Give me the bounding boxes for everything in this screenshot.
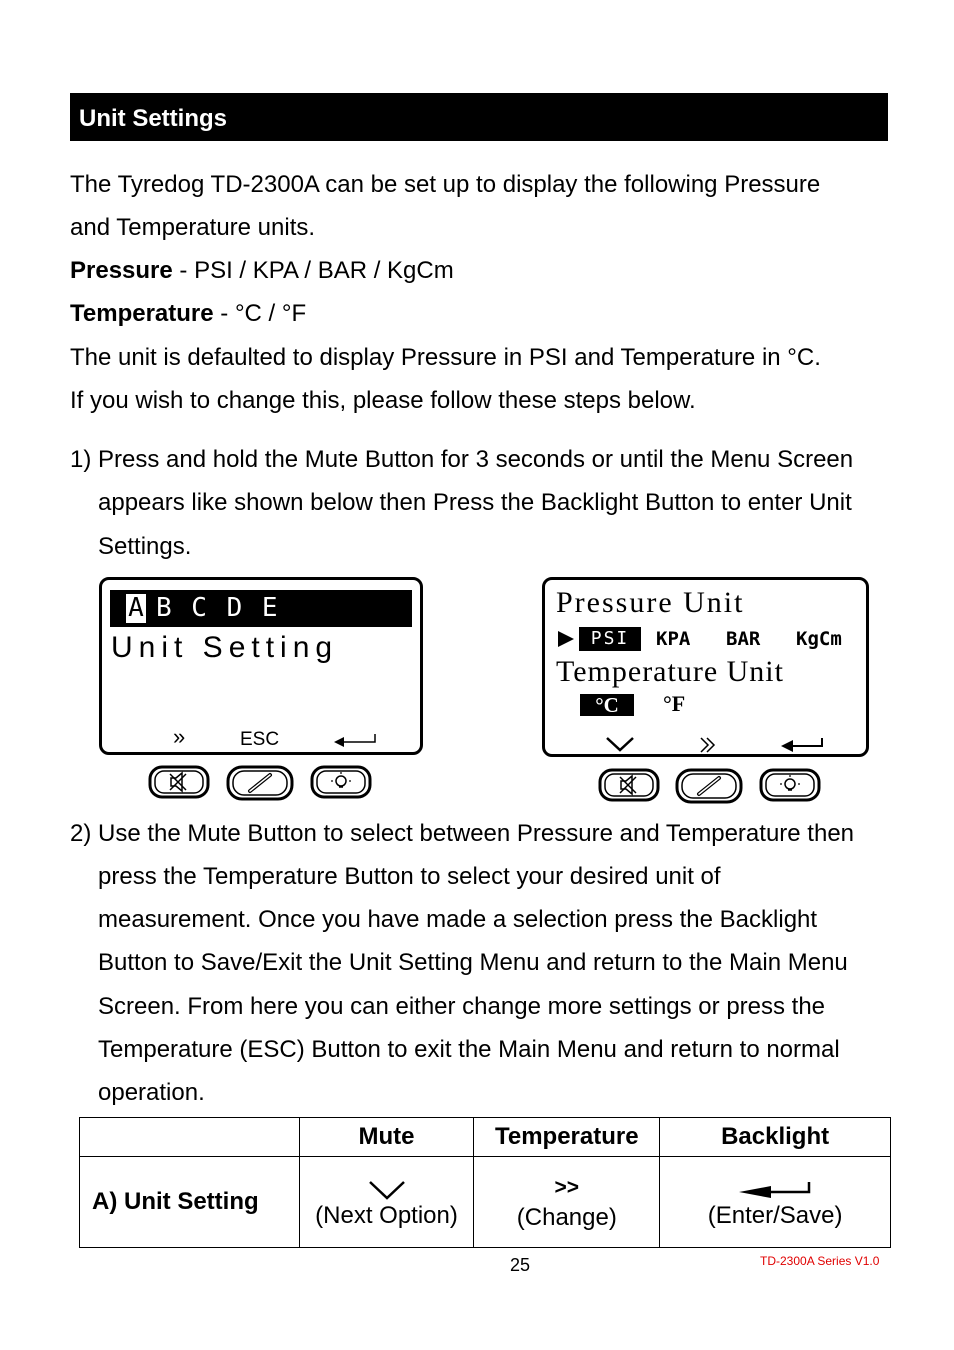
pressure-units: - PSI / KPA / BAR / KgCm: [172, 257, 454, 284]
backlight-button-icon: [310, 765, 372, 799]
temperature-button-icon: [226, 765, 294, 801]
selector-arrow-icon: [557, 630, 575, 648]
pressure-units-line: [70, 257, 454, 285]
table-header-temperature: Temperature: [474, 1118, 660, 1157]
temperature-units: - °C / °F: [213, 300, 307, 327]
section-title: Unit Settings: [79, 105, 227, 132]
enter-arrow-icon: [779, 736, 825, 756]
temperature-option-c: °C: [580, 694, 634, 716]
backlight-cell: [660, 1157, 891, 1248]
step2-line-3: measurement. Once you have made a selection press the Backlight: [98, 906, 818, 933]
intro-line-1: The Tyredog TD-2300A can be set up to display the following Pressure: [70, 171, 821, 198]
step1-line-1: 1) Press and hold the Mute Button for 3 seconds or until the Menu Screen: [70, 446, 854, 473]
step2-line-5: Screen. From here you can either change more settings or press the: [98, 993, 826, 1020]
menu-letters: B C D E: [156, 593, 280, 623]
pressure-option-kpa: KPA: [656, 628, 691, 650]
change-double-chevron-icon: [699, 736, 717, 754]
next-option-chevron-icon: [605, 736, 635, 752]
step2-line-6: Temperature (ESC) Button to exit the Main Menu and return to normal: [98, 1036, 840, 1063]
pressure-option-bar: BAR: [726, 628, 761, 650]
table-header-empty: [80, 1118, 300, 1157]
table-row: [80, 1157, 891, 1248]
mute-description: (Next Option): [315, 1202, 458, 1229]
document-version: TD-2300A Series V1.0: [760, 1254, 880, 1268]
pressure-label: Pressure: [70, 257, 173, 284]
step2-line-1: 2) Use the Mute Button to select between Pressure and Temperature then: [70, 820, 855, 847]
pressure-unit-title: Pressure Unit: [556, 586, 745, 619]
intro-line-2: and Temperature units.: [70, 214, 316, 241]
menu-screen: [99, 577, 423, 755]
step1-line-3: Settings.: [98, 533, 192, 560]
step2-line-7: operation.: [98, 1079, 205, 1106]
temperature-label: Temperature: [70, 300, 214, 327]
button-function-table: [79, 1117, 891, 1248]
next-option-chevron-icon: [368, 1180, 406, 1200]
temperature-description: (Change): [516, 1204, 617, 1231]
enter-arrow-icon: [737, 1180, 813, 1200]
enter-arrow-icon: [332, 732, 378, 752]
temperature-button-icon: [675, 768, 743, 804]
menu-screen-title: Unit Setting: [111, 631, 339, 664]
step1-line-2: appears like shown below then Press the Backlight Button to enter Unit: [98, 489, 852, 516]
row-label-unit-setting: A) Unit Setting: [80, 1157, 300, 1248]
change-symbol: >>: [554, 1176, 580, 1199]
step2-line-2: press the Temperature Button to select your desired unit of: [98, 863, 721, 890]
mute-cell: [299, 1157, 474, 1248]
default-units-text: The unit is defaulted to display Pressure in PSI and Temperature in °C.: [70, 344, 821, 371]
section-header-bar: [70, 93, 888, 141]
temperature-units-line: [70, 300, 306, 328]
temperature-unit-title: Temperature Unit: [556, 655, 784, 688]
menu-cursor-letter: A: [126, 594, 146, 623]
backlight-description: (Enter/Save): [707, 1202, 843, 1229]
mute-button-icon: [598, 768, 660, 802]
temperature-option-f: °F: [663, 691, 686, 716]
step2-line-4: Button to Save/Exit the Unit Setting Menu and return to the Main Menu: [98, 949, 848, 976]
change-units-text: If you wish to change this, please follow these steps below.: [70, 387, 696, 414]
menu-letters-bar: [110, 590, 412, 627]
table-header-backlight: Backlight: [660, 1118, 891, 1157]
softkey-change-label: »: [173, 724, 186, 749]
table-header-mute: Mute: [299, 1118, 474, 1157]
pressure-option-kgcm: KgCm: [796, 628, 842, 650]
mute-button-icon: [148, 765, 210, 799]
pressure-option-psi: PSI: [579, 627, 641, 651]
unit-screen: [542, 577, 869, 757]
temperature-cell: [474, 1157, 660, 1248]
table-header-row: [80, 1118, 891, 1157]
softkey-esc-label: ESC: [240, 729, 280, 750]
backlight-button-icon: [759, 768, 821, 802]
page-number: 25: [510, 1255, 531, 1275]
